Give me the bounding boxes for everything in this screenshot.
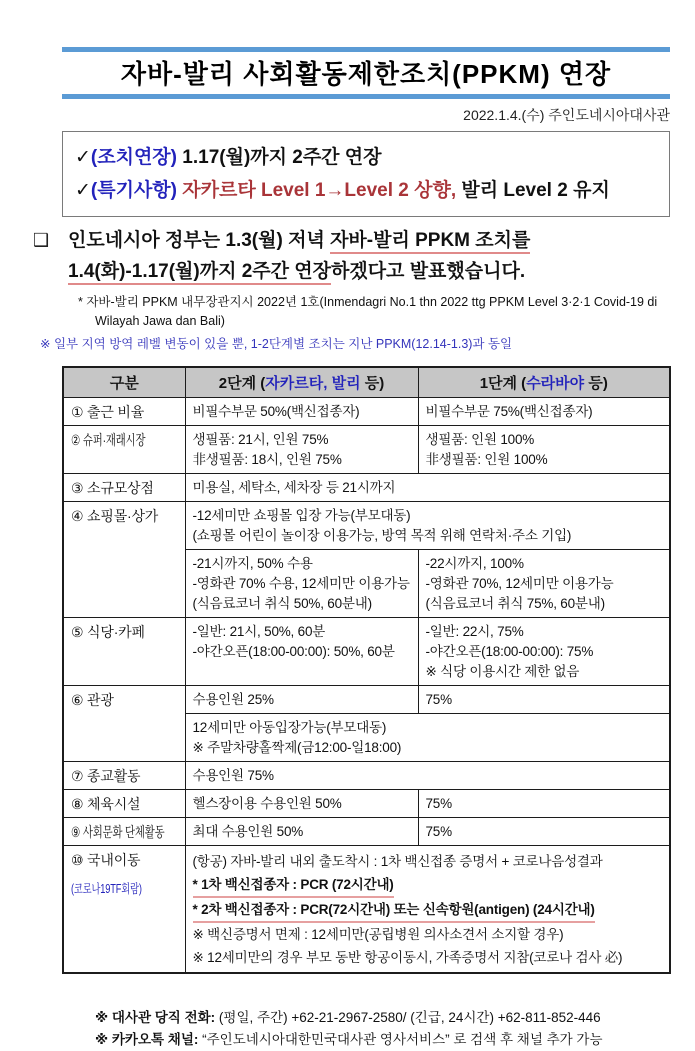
row-label-cell (63, 818, 185, 846)
cell-line: (식음료코너 취식 50%, 60분내) (192, 595, 372, 611)
row-label: ⑩ 국내이동 (71, 851, 141, 868)
cell-line: 비필수부문 50%(백신접종자) (192, 403, 360, 419)
paragraph-segment: 인도네시아 정부는 1.3(월) 저녁 (68, 230, 331, 251)
paragraph-underlined: 자바-발리 PPKM 조치를 (330, 230, 530, 254)
cell-line: (항공) 자바-발리 내외 출도착시 : 1차 백신접종 증명서 + 코로나음성결과 (192, 853, 603, 869)
paragraph-underlined: 1.4(화)-1.17(월)까지 2주간 연장 (68, 261, 331, 285)
page-title: 자바-발리 사회활동제한조치(PPKM) 연장 (120, 59, 612, 89)
stage2-cell (185, 790, 418, 818)
stage1-cell (418, 426, 670, 474)
table-row (63, 618, 670, 686)
stage1-cell (418, 550, 670, 618)
stage2-cell (185, 426, 418, 474)
cell-line: 미용실, 세탁소, 세차장 등 21시까지 (192, 479, 396, 495)
table-row (63, 790, 670, 818)
span-cell (185, 474, 670, 502)
cell-line-emphasis: * 1차 백신접종자 : PCR (72시간내) (193, 873, 394, 898)
cell-line: 75% (425, 823, 452, 839)
notes-block (40, 293, 670, 354)
cell-line: 非생필품: 18시, 인원 75% (192, 451, 342, 467)
cell-line: -영화관 70%, 12세미만 이용가능 (425, 575, 614, 591)
header-text: 등) (584, 375, 608, 392)
span-cell (185, 714, 670, 762)
footer (95, 1007, 670, 1051)
check-icon: ✓ (75, 180, 91, 201)
header-stage2 (185, 367, 418, 398)
cell-line: 非생필품: 인원 100% (425, 451, 548, 467)
date-line: 2022.1.4.(수) 주인도네시아대사관 (463, 107, 670, 123)
header-text: 2단계 ( (218, 375, 266, 392)
table-row (63, 686, 670, 714)
cell-line: ※ 12세미만의 경우 부모 동반 항공이동시, 가족증명서 지참(코로나 검사 必) (192, 949, 623, 965)
title-bottom-bar (62, 94, 670, 99)
paragraph-line (68, 256, 530, 287)
header-region-blue: 수라바야 (526, 375, 585, 392)
summary-label: (특기사항) (90, 180, 177, 201)
cell-line: -일반: 21시, 50%, 60분 (192, 623, 326, 639)
paragraph-segment: 하겠다고 발표했습니다. (331, 261, 526, 282)
stage2-cell (185, 818, 418, 846)
table-row (63, 846, 670, 974)
row-label-cell (63, 846, 185, 974)
cell-line: 75% (425, 795, 452, 811)
row-label-cell: ⑧ 체육시설 (63, 790, 185, 818)
check-icon: ✓ (75, 147, 91, 168)
stage2-cell (185, 686, 418, 714)
table-row (63, 818, 670, 846)
table-header-row (63, 367, 670, 398)
cell-line: 헬스장이용 수용인원 50% (192, 795, 342, 811)
table-row (63, 426, 670, 474)
paragraph-text (68, 225, 530, 287)
stage1-cell (418, 818, 670, 846)
cell-line: 생필품: 인원 100% (425, 431, 535, 447)
row-label: ② 슈퍼·재래시장 (71, 431, 146, 448)
cell-line (193, 898, 663, 923)
stage1-cell (418, 398, 670, 426)
square-bullet-icon: ❑ (33, 230, 50, 250)
table-row (63, 398, 670, 426)
cell-line: 75% (425, 691, 452, 707)
summary-highlight: 자카르타 Level 1→Level 2 상향, (177, 180, 457, 201)
cell-line: (쇼핑몰 어린이 놀이장 이용가능, 방역 목적 위해 연락처·주소 기입) (192, 527, 572, 543)
header-region-blue: 자카르타, 발리 (265, 375, 361, 392)
row-label-cell (63, 426, 185, 474)
cell-line-emphasis: * 2차 백신접종자 : PCR(72시간내) 또는 신속항원(antigen) (24시간내) (193, 898, 595, 923)
restrictions-table (62, 366, 671, 974)
span-cell (185, 762, 670, 790)
footer-text: “주인도네시아대한민국대사관 영사서비스” 로 검색 후 채널 추가 가능 (198, 1032, 603, 1047)
main-paragraph (33, 225, 670, 287)
cell-line: 생필품: 21시, 인원 75% (192, 431, 329, 447)
cell-line: 최대 수용인원 50% (192, 823, 304, 839)
footer-line (95, 1029, 670, 1051)
note-blue: ※ 일부 지역 방역 레벨 변동이 있을 뿐, 1-2단계별 조치는 지난 PPKM(12.14-1.3)과 동일 (40, 337, 513, 351)
cell-line: -21시까지, 50% 수용 (192, 555, 313, 571)
header-text: 등) (360, 375, 385, 392)
table-row (63, 474, 670, 502)
cell-line: 수용인원 25% (192, 691, 274, 707)
cell-line: 수용인원 75% (192, 767, 274, 783)
row-label-cell: ⑥ 관광 (63, 686, 185, 762)
row-label-cell: ① 출근 비율 (63, 398, 185, 426)
cell-line: ※ 주말차량홀짝제(금12:00-일18:00) (192, 739, 402, 755)
cell-line: -야간오픈(18:00-00:00): 75% (425, 643, 594, 659)
note-star: * 자바-발리 PPKM 내무장관지시 2022년 1호(Inmendagri No.1 thn 2022 ttg PPKM Level 3·2·1 Covid-19 di Wilayah Jawa dan Bali) (78, 295, 658, 328)
cell-line: -일반: 22시, 75% (425, 623, 524, 639)
summary-item (75, 174, 657, 207)
span-cell (185, 502, 670, 550)
summary-item (75, 141, 657, 174)
row-label-cell: ⑦ 종교활동 (63, 762, 185, 790)
summary-text: 발리 Level 2 유지 (456, 180, 610, 201)
cell-line: ※ 백신증명서 면제 : 12세미만(공립병원 의사소견서 소지할 경우) (192, 926, 564, 942)
footer-label: ※ 대사관 당직 전화: (95, 1010, 216, 1025)
stage2-cell (185, 398, 418, 426)
cell-line: ※ 식당 이용시간 제한 없음 (425, 663, 580, 679)
row-sublabel: (코로나19TF회람) (71, 881, 142, 896)
row-label-cell: ④ 쇼핑몰·상가 (63, 502, 185, 618)
table-row (63, 762, 670, 790)
cell-line: 비필수부문 75%(백신접종자) (425, 403, 593, 419)
header-stage1 (418, 367, 670, 398)
row-label-cell: ③ 소규모상점 (63, 474, 185, 502)
summary-label: (조치연장) (90, 147, 177, 168)
summary-box (62, 131, 670, 217)
footer-text: (평일, 주간) +62-21-2967-2580/ (긴급, 24시간) +62-811-852-446 (215, 1010, 601, 1025)
cell-line: -12세미만 쇼핑몰 입장 가능(부모대동) (192, 507, 411, 523)
span-cell (185, 846, 670, 974)
cell-line: -야간오픈(18:00-00:00): 50%, 60분 (192, 643, 395, 659)
paragraph-line (68, 225, 530, 256)
table-row (63, 502, 670, 550)
cell-line: -22시까지, 100% (425, 555, 524, 571)
stage2-cell (185, 550, 418, 618)
row-label: ⑨ 사회문화 단체활동 (71, 823, 165, 840)
row-label-cell: ⑤ 식당·카페 (63, 618, 185, 686)
cell-line: -영화관 70% 수용, 12세미만 이용가능 (192, 575, 410, 591)
summary-text: 1.17(월)까지 2주간 연장 (177, 147, 382, 168)
header-category: 구분 (63, 367, 185, 398)
footer-line (95, 1007, 670, 1029)
header-text: 1단계 ( (479, 375, 527, 392)
stage1-cell (418, 618, 670, 686)
stage1-cell (418, 790, 670, 818)
footer-label: ※ 카카오톡 채널: (95, 1032, 199, 1047)
cell-line: (식음료코너 취식 75%, 60분내) (425, 595, 605, 611)
cell-line (193, 873, 663, 898)
cell-line: 12세미만 아동입장가능(부모대동) (192, 719, 387, 735)
stage2-cell (185, 618, 418, 686)
stage1-cell (418, 686, 670, 714)
